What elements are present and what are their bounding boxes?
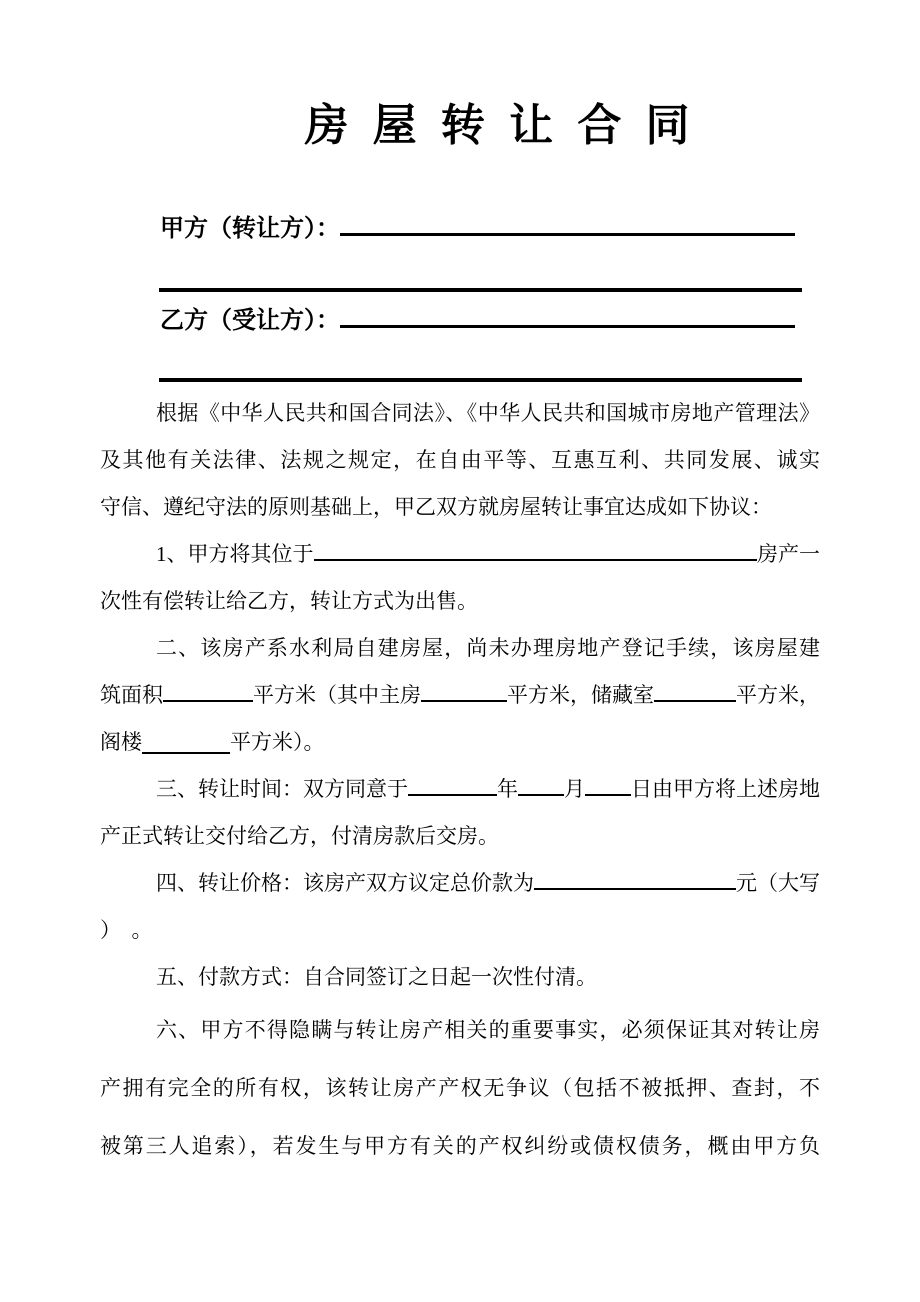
text-segment: 平方米， — [736, 683, 820, 707]
body — [100, 390, 820, 1175]
text-segment: 根据《中华人民共和国合同法》、《中华人民共和国城市房地产管理法》 — [156, 401, 820, 425]
blank-field — [142, 752, 230, 754]
text-segment: 产拥有完全的所有权，该转让房产产权无争议（包括不被抵押、查封，不 — [100, 1076, 820, 1100]
clause-2-line-2 — [100, 672, 820, 719]
clause-1-line-2 — [100, 578, 820, 625]
party-b-label: 乙方（受让方）： — [160, 307, 340, 334]
text-segment: 日由甲方将上述房地 — [631, 777, 820, 801]
text-segment: 产正式转让交付给乙方，付清房款后交房。 — [100, 824, 499, 848]
party-b-blank-field — [340, 325, 795, 328]
blank-field — [654, 700, 736, 702]
blank-field — [518, 794, 564, 796]
party-a-label: 甲方（转让方）： — [160, 215, 340, 242]
blank-field — [534, 888, 736, 890]
text-segment: 1、甲方将其位于 — [156, 542, 314, 566]
clause-1-line-1 — [100, 531, 820, 578]
party-a-second-blank-line — [159, 288, 802, 292]
preamble-line-3 — [100, 484, 820, 531]
clause-6-line-1 — [100, 1001, 820, 1059]
clause-2-line-3 — [100, 719, 820, 766]
text-segment: 三、转让时间：双方同意于 — [156, 777, 408, 801]
clause-6-line-3 — [100, 1117, 820, 1175]
text-segment: 四、转让价格：该房产双方议定总价款为 — [156, 871, 534, 895]
text-segment: 月 — [564, 777, 585, 801]
text-segment: 元（大写 — [736, 871, 820, 895]
clause-2-line-1 — [100, 625, 820, 672]
text-segment: 次性有偿转让给乙方，转让方式为出售。 — [100, 589, 478, 613]
party-a-row — [160, 214, 820, 244]
party-b-row — [160, 306, 820, 336]
text-segment: 筑面积 — [100, 683, 163, 707]
clause-3-line-2 — [100, 813, 820, 860]
text-segment: 平方米，储藏室 — [507, 683, 654, 707]
blank-field — [314, 559, 758, 561]
blank-field — [408, 794, 497, 796]
text-segment: 二、该房产系水利局自建房屋，尚未办理房地产登记手续，该房屋建 — [156, 636, 820, 660]
text-segment: 平方米）。 — [230, 730, 325, 754]
text-segment: 阁楼 — [100, 730, 142, 754]
party-b-second-blank-line — [159, 378, 802, 382]
preamble-line-2 — [100, 437, 820, 484]
text-segment: 房产一 — [757, 542, 820, 566]
text-segment: 平方米（其中主房 — [253, 683, 421, 707]
blank-field — [163, 700, 253, 702]
text-segment: ） 。 — [100, 918, 153, 942]
text-segment: 六、甲方不得隐瞒与转让房产相关的重要事实，必须保证其对转让房 — [156, 1018, 820, 1042]
text-segment: 被第三人追索），若发生与甲方有关的产权纠纷或债权债务，概由甲方负 — [100, 1134, 820, 1158]
blank-field — [421, 700, 507, 702]
clause-3-line-1 — [100, 766, 820, 813]
blank-field — [585, 794, 631, 796]
clause-4-line-1 — [100, 860, 820, 907]
text-segment: 及其他有关法律、法规之规定，在自由平等、互惠互利、共同发展、诚实 — [100, 448, 820, 472]
preamble-line-1 — [100, 390, 820, 437]
page-title: 房 屋 转 让 合 同 — [304, 101, 696, 150]
text-segment: 五、付款方式：自合同签订之日起一次性付清。 — [156, 965, 597, 989]
clause-4-line-2 — [100, 907, 820, 954]
clause-6-line-2 — [100, 1059, 820, 1117]
text-segment: 年 — [497, 777, 518, 801]
party-a-blank-field — [340, 233, 795, 236]
text-segment: 守信、遵纪守法的原则基础上，甲乙双方就房屋转让事宜达成如下协议： — [100, 495, 772, 519]
clause-5-line-1 — [100, 954, 820, 1001]
